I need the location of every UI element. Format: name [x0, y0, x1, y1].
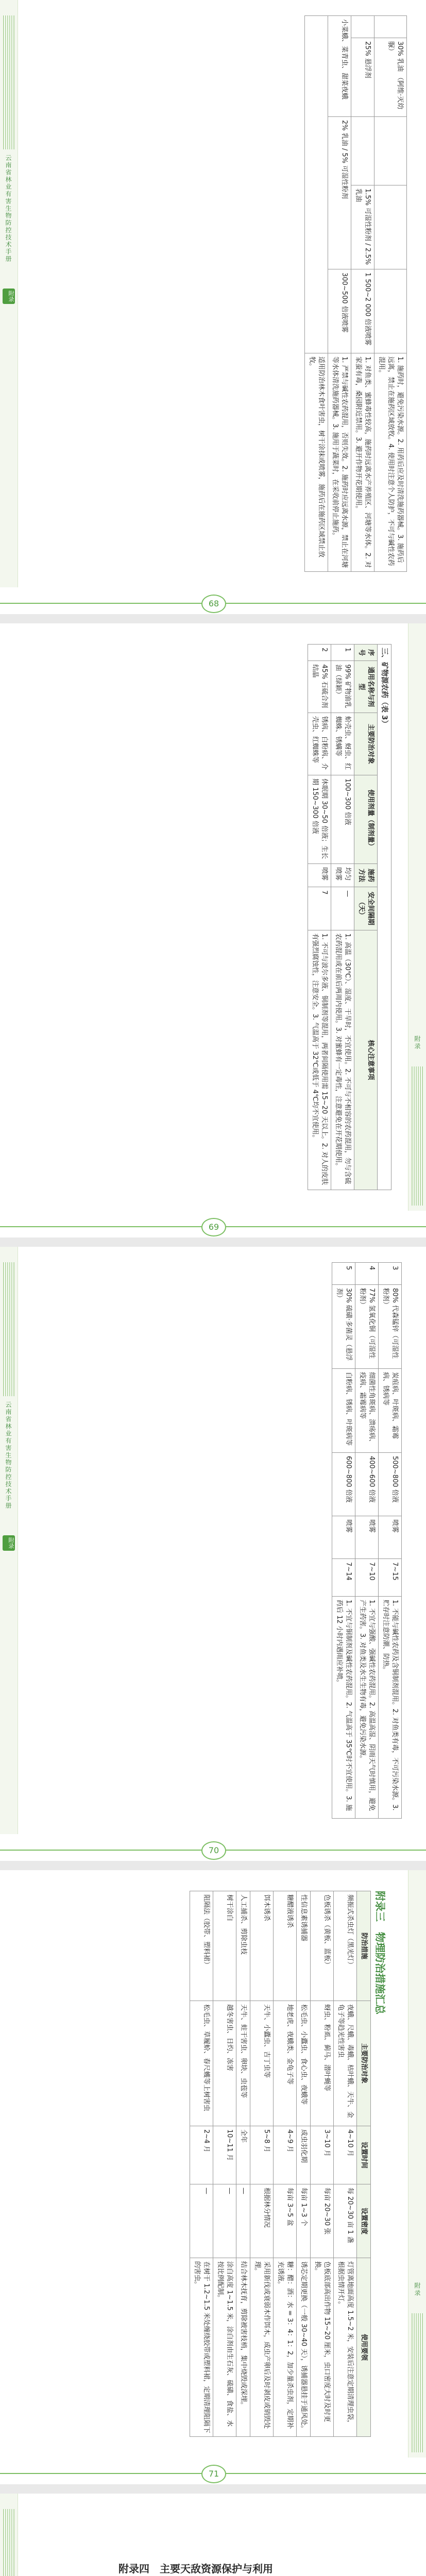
- col-header: 设置密度: [357, 2184, 371, 2258]
- appendix-3-title: 附录三 物理防治措施汇总: [374, 1891, 386, 2014]
- table-cell: 30% 硫磺·多菌灵（悬浮剂）: [332, 1285, 355, 1369]
- page-72: [0, 2494, 426, 2576]
- table-cell: 成虫羽化期: [297, 2126, 311, 2184]
- table-row: [355, 1263, 379, 1819]
- table-row: [236, 1891, 250, 2437]
- appendix-side-label: 附录: [414, 2282, 421, 2297]
- table-row: [305, 16, 328, 572]
- page-number: 71: [201, 2465, 226, 2483]
- table-cell: —: [331, 887, 354, 930]
- table-cell: 3: [379, 1263, 402, 1285]
- rotated-table-region: [36, 15, 407, 572]
- table-cell: 白粉病、锈病、叶斑病等: [332, 1369, 355, 1453]
- decorative-stripes: [3, 15, 14, 149]
- table-cell: 每 20~30 亩 1 盏: [334, 2184, 357, 2258]
- table-cell: 喷雾: [308, 864, 331, 887]
- table-cell: 2% 乳油 / 5% 可湿性粉剂: [328, 117, 351, 269]
- page-number-bar: [0, 592, 426, 613]
- table-cell: 色板诱杀（黄板、蓝板）: [311, 1891, 334, 2001]
- table-cell: 1. 不宜与铜制剂及碱性农药混用。2. 气温高于 35℃时不宜使用。3. 施药后 12 小时内遇雨应补喷。: [332, 1597, 355, 1819]
- page-68: [0, 0, 426, 614]
- table-cell: 炭疽病、叶斑病、霜霉病、锈病等: [379, 1369, 402, 1453]
- decorative-stripes: [3, 2509, 14, 2576]
- table-cell: 300~500 倍液喷雾: [328, 269, 351, 353]
- table-cell: [351, 117, 374, 185]
- table-cell: 全年: [236, 2126, 250, 2184]
- table-cell: 400~600 倍液: [355, 1453, 379, 1516]
- table-row: [374, 16, 407, 572]
- table-cell: 蚜虫、粉虱、蓟马、潜叶蝇等: [311, 2001, 334, 2126]
- table-cell: 频振式杀虫灯（黑光灯）: [334, 1891, 357, 2001]
- pesticide-table-continued: [304, 15, 407, 572]
- table-cell: 2: [308, 645, 331, 661]
- table-cell: 涂白高度 1~1.5 米，涂白剂由生石灰、硫磺、食盐、水按比例配制。: [213, 2258, 236, 2437]
- col-header: 防治措施: [357, 1891, 371, 2001]
- col-header: 通用名称与剂型: [354, 661, 378, 713]
- table-cell: 1 500~2 000 倍液喷雾: [351, 269, 374, 353]
- page-gap: [0, 1238, 426, 1247]
- page-number-bar: [0, 1839, 426, 1860]
- table-cell: 均匀喷雾: [331, 864, 354, 887]
- table-cell: 5~8 月: [250, 2126, 274, 2184]
- table-cell: 80% 代森锰锌（可湿性粉剂）: [379, 1285, 402, 1369]
- col-header: 施药方法: [354, 864, 378, 887]
- table-cell: 地老虎、夜蛾类、金龟子等: [274, 2001, 297, 2126]
- decorative-stripes: [3, 1262, 14, 1396]
- table-cell: 45% 石硫合剂结晶: [308, 661, 331, 713]
- table-cell: 小菜蛾、菜青虫、甜菜夜蛾: [328, 16, 351, 117]
- table-cell: 阻隔法（胶带、塑料裙）: [190, 1891, 213, 2001]
- page-69: [0, 623, 426, 1238]
- table-cell: 细菌性角斑病、溃疡病、疫病、霜霉病等: [355, 1369, 379, 1453]
- table-cell: —: [190, 2184, 213, 2258]
- table-cell: 99% 矿物油乳油（绿颖）: [331, 661, 354, 713]
- table-cell: 每亩 1~3 个: [297, 2184, 311, 2258]
- page-70: [0, 1247, 426, 1861]
- table-cell: 1. 不可与波尔多液、铜制剂等混用，两者间隔使用需 15~20 天以上。2. 对人的皮肤有强烈腐蚀性，注意安全。3. 气温高于 32℃或低于 4℃均不宜使用。: [308, 930, 331, 1190]
- table-row: [331, 645, 354, 1190]
- table-cell: 500~800 倍液: [379, 1453, 402, 1516]
- table-cell: 3~10 月: [311, 2126, 334, 2184]
- table-row: [311, 1891, 334, 2437]
- table-cell: 5: [332, 1263, 355, 1285]
- table-cell: 4~10 月: [334, 2126, 357, 2184]
- table-row: [351, 16, 374, 572]
- table-cell: 松毛虫、草履蚧、春尺蠖等上树害虫: [190, 2001, 213, 2126]
- col-header: 核心注意事项: [354, 930, 378, 1190]
- page-number: 69: [201, 1218, 226, 1236]
- table-cell: 诱芯定期更换（一般 30~40 天），诱捕器悬挂于通风处。: [297, 2258, 311, 2437]
- table-cell: 糖醋液诱杀: [274, 1891, 297, 2001]
- table-row: [250, 1891, 274, 2437]
- table-cell: 1.5% 可湿性粉剂 / 2.5% 乳油: [351, 185, 374, 269]
- rotated-table-region: [31, 1891, 391, 2437]
- side-badge: 附录: [3, 289, 15, 304]
- col-header: 主要防治对象: [354, 713, 378, 775]
- table-cell: 77% 氢氧化铜（可湿性粉剂）: [355, 1285, 379, 1369]
- rotated-table-region: [41, 1262, 402, 1819]
- table-cell: 性信息素诱捕器: [297, 1891, 311, 2001]
- table-row: [332, 1263, 355, 1819]
- table-cell: [374, 269, 407, 353]
- appendix-4-title: 附录四 主要天敌资源保护与利用: [118, 2563, 273, 2575]
- table-cell: 1. 施药时，避免污染水源。2. 用药后应及时清洗施药器械。3. 施药后远离，禁止在施药区域放牧。4. 使用时注意个人防护，不可与碱性农药混用。: [374, 353, 407, 572]
- col-header: 安全间隔期（天）: [354, 887, 378, 930]
- table-cell: 蚧壳虫、蚜虫、红蜘蛛、锈螨等: [331, 713, 354, 775]
- table-title: 三、矿物源农药（表 3）: [378, 645, 391, 1190]
- table-cell: 25% 悬浮剂: [351, 38, 374, 117]
- table-cell: 10~11 月: [213, 2126, 236, 2184]
- table-cell: 4~9 月: [274, 2126, 297, 2184]
- table-cell: 松毛虫、小蠹虫、食心虫、夜蛾等: [297, 2001, 311, 2126]
- table-cell: 人工捕杀、剪除虫枝: [236, 1891, 250, 2001]
- page-gap: [0, 1861, 426, 1870]
- table-cell: 天牛、小蠹虫、吉丁虫等: [250, 2001, 274, 2126]
- col-header: 设置时间: [357, 2126, 371, 2184]
- table-cell: 树干涂白: [213, 1891, 236, 2001]
- col-header: 主要防治对象: [357, 2001, 371, 2126]
- table-row: [328, 16, 351, 572]
- mineral-pesticide-table: [308, 644, 391, 1190]
- table-row: [379, 1263, 402, 1819]
- table-cell: 4: [355, 1263, 379, 1285]
- page-number-bar: [0, 1216, 426, 1236]
- table-cell: 30% 乳油 （阿维·灭幼脲）: [374, 38, 407, 117]
- page-number: 70: [201, 1841, 226, 1860]
- rotated-table-region: [62, 644, 391, 1190]
- table-cell: 色板底部高出作物 15~20 厘米，虫口密度大时及时更换。: [311, 2258, 334, 2437]
- table-cell: 100~300 倍液: [331, 775, 354, 863]
- table-cell: 天牛、蛀干害虫、卵块、虫苞等: [236, 2001, 250, 2126]
- table-cell: [374, 16, 407, 38]
- table-title-row: [378, 645, 391, 1190]
- table-cell: 1. 严禁与碱性农药混用，否则失效。2. 施药时应远离水源，禁止在河塘等水体清洗施药器械。3. 施用于蔬菜时，在采收前停止施药。: [328, 353, 351, 572]
- decorative-stripes: [412, 2313, 423, 2452]
- table-row: [297, 1891, 311, 2437]
- table-cell: 7~14: [332, 1559, 355, 1597]
- table-cell: —: [213, 2184, 236, 2258]
- table-row: [334, 1891, 357, 2437]
- table-cell: [305, 16, 328, 353]
- table-cell: 越冬害虫、日灼、冻害: [213, 2001, 236, 2126]
- table-cell: 600~800 倍液: [332, 1453, 355, 1516]
- physical-control-table: [190, 1891, 371, 2437]
- table-cell: 7~10: [355, 1559, 379, 1597]
- table-cell: 1. 不宜与强酸、强碱性农药混用。2. 高温高湿、阴雨天气时慎用，避免产生药害。3. 对鱼类及水生生物有毒，避免污染水源。: [355, 1597, 379, 1819]
- table-cell: 1. 高温（30℃）、湿度、干旱时，不宜使用。2. 不可与不相容的农药混用，勿与含硫农药混用或在前后两周内使用。3. 对蜜蜂有一定毒性，注意避免在开花期使用。: [331, 930, 354, 1190]
- table-cell: 夜蛾、尺蛾、毒蛾、枯叶蛾、天牛、金龟子等趋光性害虫: [334, 2001, 357, 2126]
- col-header: 序号: [354, 645, 378, 661]
- table-cell: 锈病、白粉病、介壳虫、红蜘蛛等: [308, 713, 331, 775]
- table-cell: 1. 对鱼类、蜜蜂毒性较高，施药时远离水产养殖区、河塘等水体。2. 对家蚕有毒，桑园附近禁用。3. 避开作物开花期使用。: [351, 353, 374, 572]
- decorative-stripes: [412, 1066, 423, 1206]
- table-cell: 适用防治林木食叶害虫，树干涂抹或喷雾，施药后在施药区域禁止放牧。: [305, 353, 328, 572]
- page-number: 68: [201, 595, 226, 613]
- col-header: 使用剂量（制剂量）: [354, 775, 378, 863]
- table-cell: 根据林分情况: [250, 2184, 274, 2258]
- table-cell: 在树干 1.2~1.5 米处缠绕胶带或塑料裙，定期清理阻隔下的害虫。: [190, 2258, 213, 2437]
- table-cell: 1. 不能与碱性农药及含铜制剂混用。2. 对鱼类有毒，不可污染水源。3. 贮存时注意防潮、防热。: [379, 1597, 402, 1819]
- appendix-side-label: 附录: [414, 1036, 421, 1050]
- page-gap: [0, 2484, 426, 2494]
- table-cell: 采用新伐或衰弱木作饵木，成虫产卵后及时剥皮或销毁处理。: [250, 2258, 274, 2437]
- table-cell: 7: [308, 887, 331, 930]
- table-cell: 饵木诱杀: [250, 1891, 274, 2001]
- table-row: [308, 645, 331, 1190]
- table-cell: 结合林木抚育，剪除被害枝梢，集中烧毁或深埋。: [236, 2258, 250, 2437]
- running-head: 云南省林业有害生物防控技术手册: [5, 1401, 12, 1510]
- col-header: 使用要领: [357, 2258, 371, 2437]
- table-cell: 2~4 月: [190, 2126, 213, 2184]
- table-cell: 7~15: [379, 1559, 402, 1597]
- table-cell: 灯管离地面高度 1.5~2 米，安装后注意定期清理虫袋，根据虫情开灯。: [334, 2258, 357, 2437]
- table-row: [213, 1891, 236, 2437]
- table-cell: 休眠期 30~50 倍液；生长期 150~300 倍液: [308, 775, 331, 863]
- table-cell: 糖：醋：酒：水 = 3：4：1：2，加少量杀虫剂，定期补充诱液。: [274, 2258, 297, 2437]
- table-header-row: [357, 1891, 371, 2437]
- page-gap: [0, 614, 426, 623]
- page-71: [0, 1870, 426, 2484]
- table-cell: [351, 16, 374, 38]
- table-cell: [374, 117, 407, 185]
- table-cell: 每亩 3~5 盆: [274, 2184, 297, 2258]
- table-cell: —: [236, 2184, 250, 2258]
- running-head: 云南省林业有害生物防控技术手册: [5, 155, 12, 263]
- table-cell: 1: [331, 645, 354, 661]
- side-badge: 附录: [3, 1535, 15, 1551]
- table-header-row: [354, 645, 378, 1190]
- table-row: [274, 1891, 297, 2437]
- table-cell: 喷雾: [332, 1516, 355, 1559]
- table-cell: 喷雾: [355, 1516, 379, 1559]
- table-cell: [374, 185, 407, 269]
- page-number-bar: [0, 2463, 426, 2483]
- table-cell: 每亩 20~30 张: [311, 2184, 334, 2258]
- table-row: [190, 1891, 213, 2437]
- table-cell: 喷雾: [379, 1516, 402, 1559]
- mineral-pesticide-table-continued: [332, 1262, 402, 1819]
